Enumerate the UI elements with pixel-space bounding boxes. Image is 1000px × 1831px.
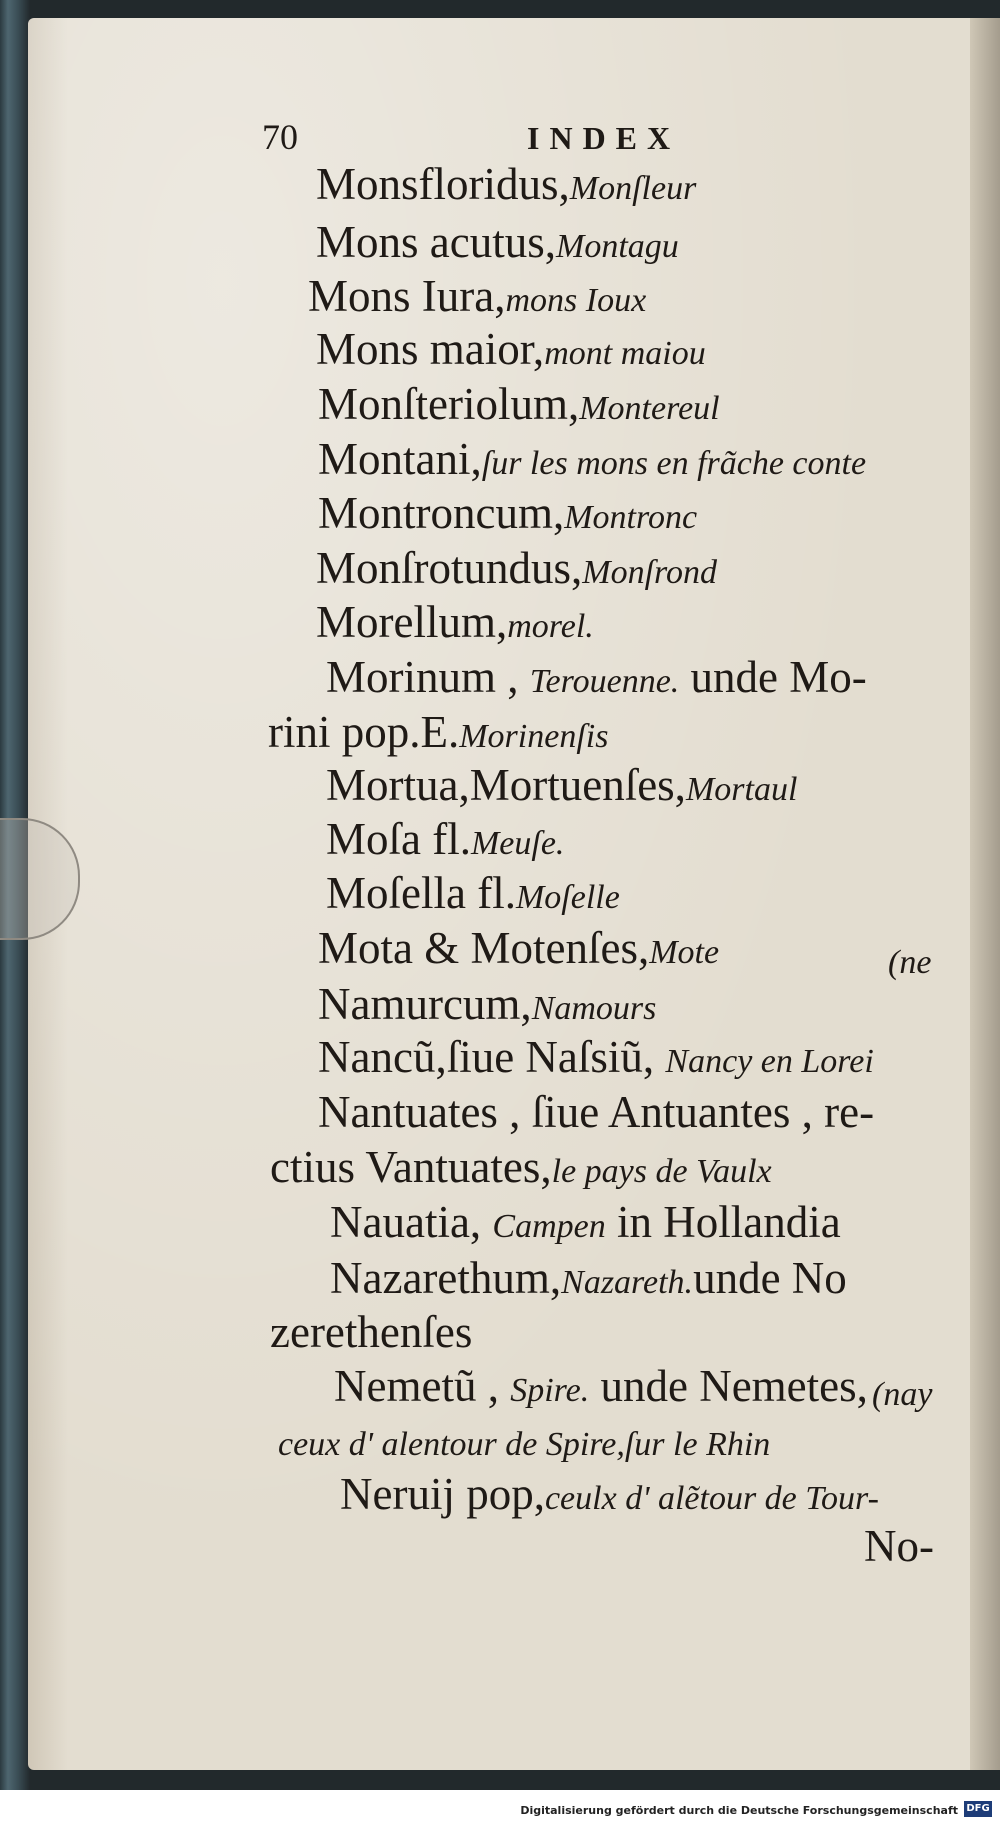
- footer-credit: Digitalisierung gefördert durch die Deutsche Forschungsgemeinschaft: [520, 1804, 958, 1817]
- index-entry: Mons Iura,mons Ioux: [308, 271, 647, 321]
- index-entry: Morellum,morel.: [316, 597, 594, 647]
- catchword: No-: [864, 1521, 934, 1571]
- index-entry: Namurcum,Namours: [318, 979, 657, 1029]
- index-entry: Mortua,Mortuenſes,Mortaul: [326, 760, 798, 810]
- overflow-note: (nay: [872, 1376, 933, 1413]
- index-entry: Nauatia, Campen in Hollandia: [330, 1197, 841, 1247]
- index-entry: Mons maior,mont maiou: [316, 324, 706, 374]
- index-entry: rini pop.E.Morinenſis: [268, 707, 609, 757]
- page-number: 70: [262, 117, 298, 157]
- index-entry: Monſteriolum,Montereul: [318, 379, 720, 429]
- index-entry: ctius Vantuates,le pays de Vaulx: [270, 1142, 772, 1192]
- index-entry: Neruij pop,ceulx d' alẽtour de Tour-: [340, 1469, 879, 1519]
- footer-bar: [0, 1790, 1000, 1831]
- index-entry: Monſrotundus,Monſrond: [316, 543, 718, 593]
- index-entry: Monsfloridus,Monſleur: [316, 159, 697, 209]
- index-entry: Morinum , Terouenne. unde Mo-: [326, 652, 867, 702]
- index-entry: ceux d' alentour de Spire,ſur le Rhin: [278, 1426, 771, 1463]
- overflow-note: (ne: [888, 944, 932, 981]
- dfg-logo-icon: DFG: [964, 1801, 992, 1817]
- running-head: INDEX: [527, 120, 681, 156]
- index-entry: Nazarethum,Nazareth.unde No: [330, 1253, 847, 1303]
- page-edge: [970, 18, 1000, 1770]
- index-entry: Mota & Motenſes,Mote: [318, 923, 720, 973]
- index-entry: Montroncum,Montronc: [318, 488, 698, 538]
- index-entry: Nancũ,ſiue Naſsiũ, Nancy en Lorei: [318, 1032, 874, 1082]
- index-entry: Nemetũ , Spire. unde Nemetes,: [334, 1361, 868, 1411]
- index-entry: Montani,ſur les mons en frãche conte: [318, 434, 867, 484]
- index-entry: Moſa fl.Meuſe.: [326, 814, 565, 864]
- index-entry: zerethenſes: [270, 1307, 473, 1357]
- index-entry: Mons acutus,Montagu: [316, 217, 679, 267]
- index-entry: Moſella fl.Moſelle: [326, 868, 620, 918]
- index-entry: Nantuates , ſiue Antuantes , re-: [318, 1087, 875, 1137]
